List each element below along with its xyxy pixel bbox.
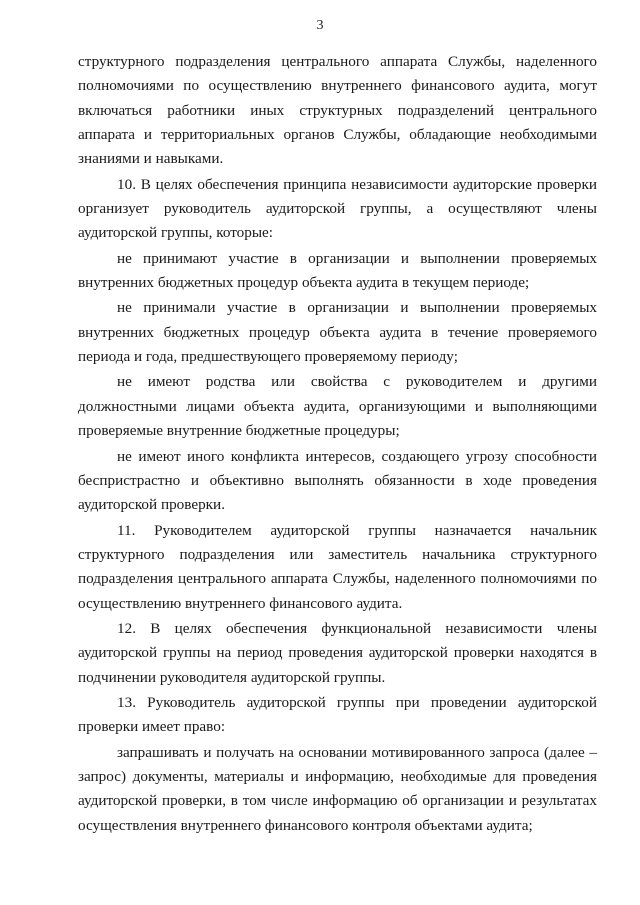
paragraph-item-13: 13. Руководитель аудиторской группы при проведении аудиторской проверки имеет право: <box>78 693 597 736</box>
paragraph-item-11: 11. Руководителем аудиторской группы назначается начальник структурного подразделения или заместитель начальника структурного подразделения центрального аппарата Службы, наделенного полномочиями по осуществлению внутреннего финансового аудита. <box>78 521 597 612</box>
paragraph-continuation: структурного подразделения центрального аппарата Службы, наделенного полномочиями по осуществлению внутреннего финансового аудита, могут включаться работники иных структурных подразделений центрального аппарата и территориальных органов Службы, обладающие необходимыми знаниями и навыками. <box>78 53 597 168</box>
paragraph-item-12: 12. В целях обеспечения функциональной независимости члены аудиторской группы на период проведения аудиторской проверки находятся в подчинении руководителя аудиторской группы. <box>78 619 597 686</box>
paragraph-condition-1: не принимают участие в организации и выполнении проверяемых внутренних бюджетных процедур объекта аудита в текущем периоде; <box>78 249 597 292</box>
page-number: 3 <box>316 18 324 33</box>
paragraph-condition-2: не принимали участие в организации и выполнении проверяемых внутренних бюджетных процедур объекта аудита в течение проверяемого периода и года, предшествующего проверяемому периоду; <box>78 299 597 366</box>
paragraph-condition-3: не имеют родства или свойства с руководителем и другими должностными лицами объекта аудита, организующими и выполняющими проверяемые внутренние бюджетные процедуры; <box>78 373 597 440</box>
paragraph-right-1: запрашивать и получать на основании мотивированного запроса (далее – запрос) документы, материалы и информацию, необходимые для проведения аудиторской проверки, в том числе информацию об организации и результатах осуществления внутреннего финансового контроля объектами аудита; <box>78 743 597 834</box>
document-body <box>78 50 597 839</box>
paragraph-condition-4: не имеют иного конфликта интересов, создающего угрозу способности беспристрастно и объективно выполнять обязанности в ходе проведения аудиторской проверки. <box>78 447 597 514</box>
paragraph-item-10: 10. В целях обеспечения принципа независимости аудиторские проверки организует руководитель аудиторской группы, а осуществляют члены аудиторской группы, которые: <box>78 175 597 242</box>
